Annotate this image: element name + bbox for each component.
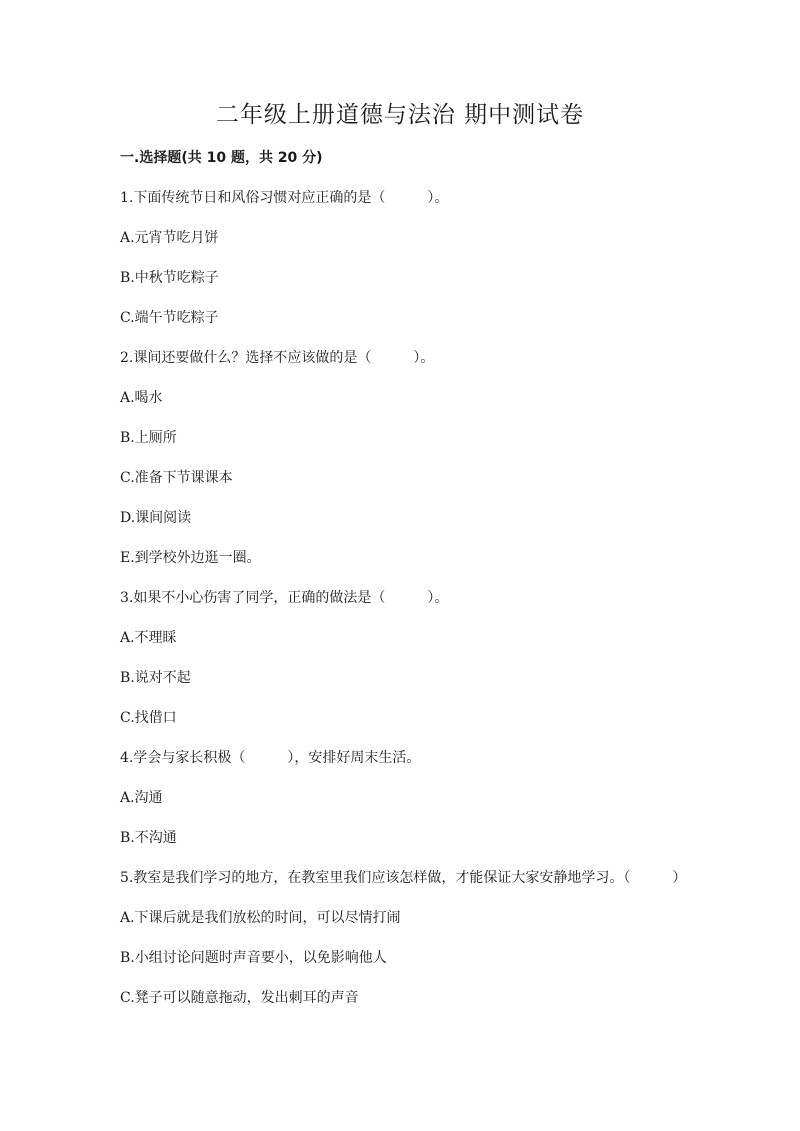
q1-option-a: A.元宵节吃月饼 [120,230,219,246]
section-heading: 一.选择题(共 10 题，共 20 分) [120,150,323,166]
q5-option-c: C.凳子可以随意拖动，发出刺耳的声音 [120,990,359,1006]
q5-option-a: A.下课后就是我们放松的时间，可以尽情打闹 [120,910,401,926]
q3-option-b: B.说对不起 [120,670,191,686]
q2-option-d: D.课间阅读 [120,510,192,526]
question-4: 4.学会与家长积极（ ），安排好周末生活。 [120,750,421,766]
q3-option-c: C.找借口 [120,710,177,726]
q4-option-b: B.不沟通 [120,830,177,846]
q2-option-e: E.到学校外边逛一圈。 [120,550,261,566]
q5-option-b: B.小组讨论问题时声音要小，以免影响他人 [120,950,387,966]
exam-content [120,148,687,1028]
question-5: 5.教室是我们学习的地方，在教室里我们应该怎样做，才能保证大家安静地学习。（ ） [120,870,687,886]
q1-option-b: B.中秋节吃粽子 [120,270,219,286]
exam-title: 二年级上册道德与法治 期中测试卷 [215,102,585,128]
q4-option-a: A.沟通 [120,790,163,806]
q2-option-a: A.喝水 [120,390,163,406]
question-2: 2.课间还要做什么？选择不应该做的是（ ）。 [120,350,435,366]
q1-option-c: C.端午节吃粽子 [120,310,219,326]
q2-option-b: B.上厕所 [120,430,177,446]
question-3: 3.如果不小心伤害了同学，正确的做法是（ ）。 [120,590,449,606]
q3-option-a: A.不理睬 [120,630,177,646]
q2-option-c: C.准备下节课课本 [120,470,233,486]
question-1: 1.下面传统节日和风俗习惯对应正确的是（ ）。 [120,190,449,206]
